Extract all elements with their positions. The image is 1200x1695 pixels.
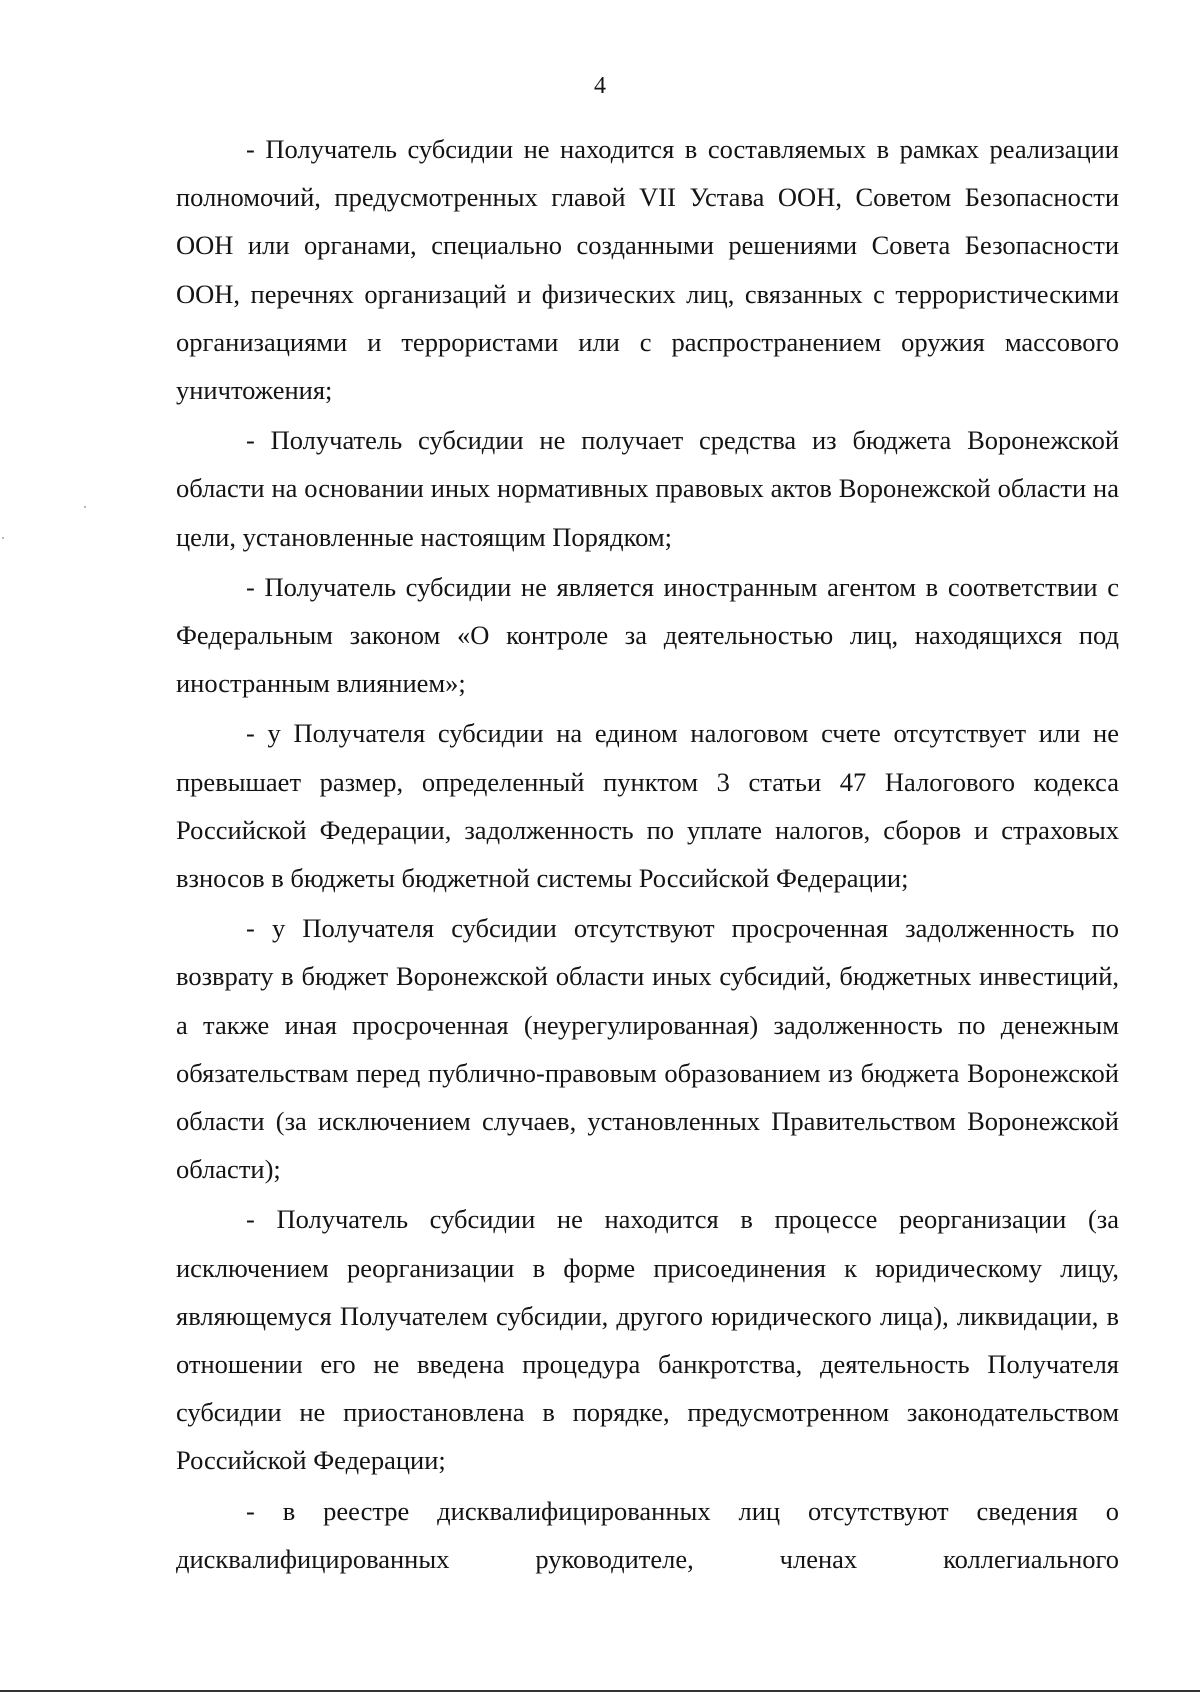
- paragraph-not-foreign-agent: - Получатель субсидии не является иностранным агентом в соответствии с Федеральным законом «О контроле за деятельностью лиц, находящихся под иностранным влиянием»;: [176, 571, 1119, 699]
- scan-bottom-edge: [0, 1690, 1200, 1692]
- paragraph-overdue-debt: - у Получателя субсидии отсутствуют просроченная задолженность по возврату в бюджет Воронежской области иных субсидий, бюджетных инвестиций, а также иная просроченная (неурегулированная) задолженность по денежным обязательствам перед публично-правовым образованием из бюджета Воронежской области (за исключением случаев, установленных Правительством Воронежской области);: [176, 913, 1119, 1185]
- page-number: 4: [594, 73, 606, 99]
- paragraph-un-sanctions-list: - Получатель субсидии не находится в составляемых в рамках реализации полномочий, предусмотренных главой VII Устава ООН, Советом Безопасности ООН или органами, специально созданными решениями Совета Безопасности ООН, перечнях организаций и физических лиц, связанных с террористическими организациями и террористами или с распространением оружия массового уничтожения;: [176, 134, 1119, 406]
- scan-speck: [84, 506, 86, 508]
- paragraph-tax-debt: - у Получателя субсидии на едином налоговом счете отсутствует или не превышает размер, определенный пунктом 3 статьи 47 Налогового кодекса Российской Федерации, задолженность по уплате налогов, сборов и страховых взносов в бюджеты бюджетной системы Российской Федерации;: [176, 718, 1119, 894]
- body-text: [176, 125, 1119, 1585]
- scan-speck: [2, 537, 4, 539]
- paragraph-no-other-budget-funds: - Получатель субсидии не получает средства из бюджета Воронежской области на основании иных нормативных правовых актов Воронежской области на цели, установленные настоящим Порядком;: [176, 425, 1119, 552]
- paragraph-disqualified-persons: - в реестре дисквалифицированных лиц отсутствуют сведения о дисквалифицированных руководителе, членах коллегиального: [176, 1495, 1119, 1574]
- paragraph-reorganization: - Получатель субсидии не находится в процессе реорганизации (за исключением реорганизации в форме присоединения к юридическому лицу, являющемуся Получателем субсидии, другого юридического лица), ликвидации, в отношении его не введена процедура банкротства, деятельность Получателя субсидии не приостановлена в порядке, предусмотренном законодательством Российской Федерации;: [176, 1204, 1119, 1476]
